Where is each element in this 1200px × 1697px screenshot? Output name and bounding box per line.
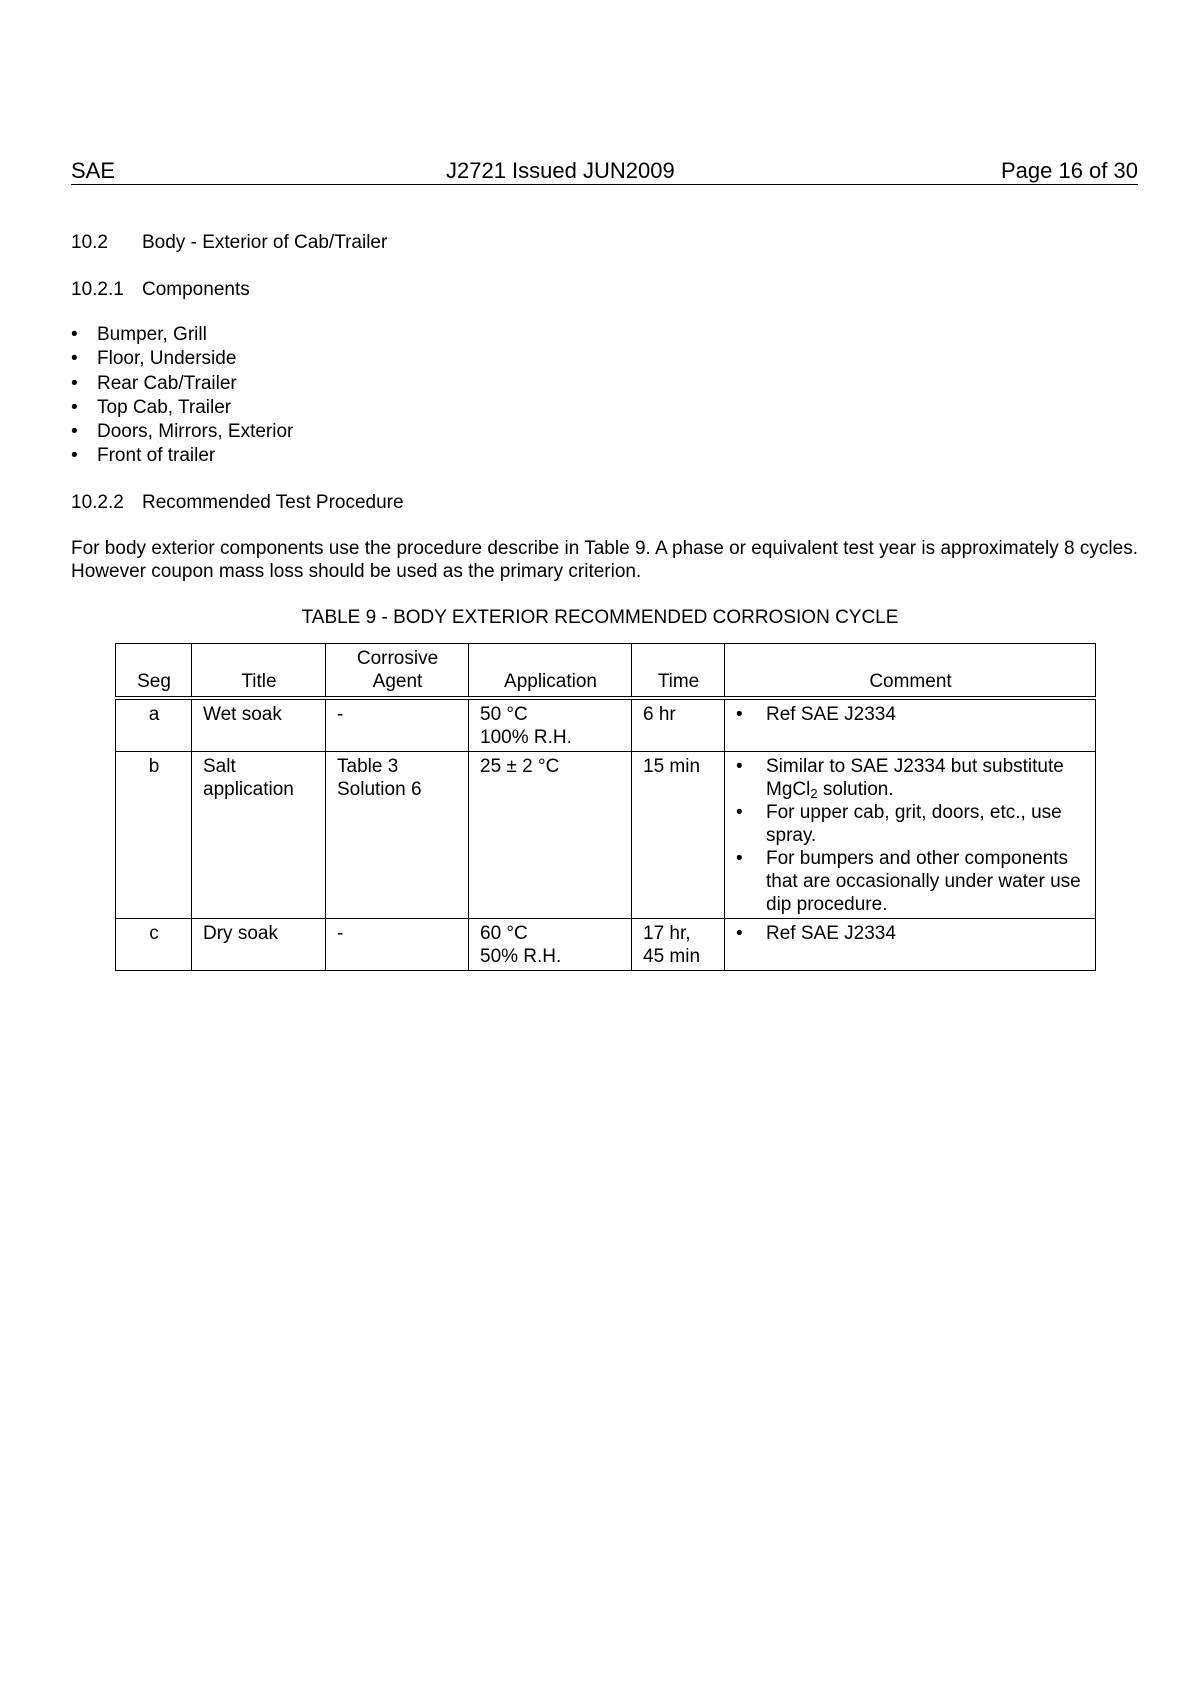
bullet-icon: • [71, 372, 78, 394]
list-item: • Bumper, Grill [71, 324, 207, 345]
section-title: Body - Exterior of Cab/Trailer [142, 232, 388, 253]
list-item: • For bumpers and other components that are occasionally under water use dip procedure. [736, 848, 1081, 915]
cell-title: Dry soak [192, 919, 326, 971]
list-item: • Front of trailer [71, 445, 216, 467]
list-item: • Ref SAE J2334 [736, 923, 896, 944]
column-header-title: Title [192, 644, 326, 699]
components-list [71, 323, 293, 469]
bullet-icon: • [71, 324, 78, 345]
bullet-icon: • [71, 348, 78, 370]
section-number: 10.2.1 [71, 279, 124, 300]
column-header-seg: Seg [116, 644, 192, 699]
cell-title: Wet soak [192, 698, 326, 752]
bullet-icon: • [71, 445, 78, 467]
section-number: 10.2.2 [71, 492, 124, 513]
cell-application: 50 °C 100% R.H. [469, 698, 632, 752]
section-title: Components [142, 279, 250, 300]
cell-seg: a [116, 698, 192, 752]
header-doc-id: J2721 Issued JUN2009 [446, 158, 675, 183]
section-heading-10-2-1 [71, 278, 250, 301]
cell-seg: c [116, 919, 192, 971]
list-item: • Doors, Mirrors, Exterior [71, 421, 294, 443]
section-heading-10-2 [71, 231, 387, 254]
cell-comment [725, 919, 1096, 971]
table-header-row [116, 644, 1096, 699]
page-header [71, 158, 1138, 185]
column-header-comment: Comment [725, 644, 1096, 699]
cell-time: 15 min [632, 752, 725, 919]
column-header-agent: Corrosive Agent [326, 644, 469, 699]
list-item: • Ref SAE J2334 [736, 704, 896, 725]
table-row [116, 919, 1096, 971]
cell-title: Salt application [192, 752, 326, 919]
list-item: • Top Cab, Trailer [71, 396, 232, 418]
table-title: TABLE 9 - BODY EXTERIOR RECOMMENDED CORROSION CYCLE [301, 607, 899, 628]
section-title: Recommended Test Procedure [142, 492, 404, 513]
bullet-icon: • [736, 704, 743, 725]
header-org: SAE [71, 158, 116, 183]
cell-application: 60 °C 50% R.H. [469, 919, 632, 971]
table-row [116, 698, 1096, 752]
section-number: 10.2 [71, 232, 108, 253]
cell-comment [725, 698, 1096, 752]
header-page-number: Page 16 of 30 [1000, 158, 1138, 183]
cell-agent: - [326, 919, 469, 971]
procedure-paragraph: For body exterior components use the procedure describe in Table 9. A phase or equivalent test year is approximately 8 cycles. However coupon mass loss should be used as the primary criterion. [71, 538, 1138, 582]
cell-agent: - [326, 698, 469, 752]
bullet-icon: • [71, 396, 78, 418]
bullet-icon: • [736, 848, 743, 869]
column-header-time: Time [632, 644, 725, 699]
column-header-application: Application [469, 644, 632, 699]
list-item: • For upper cab, grit, doors, etc., use spray. [736, 802, 1062, 846]
cell-time: 17 hr, 45 min [632, 919, 725, 971]
bullet-icon: • [736, 802, 743, 823]
list-item: • Floor, Underside [71, 348, 237, 370]
cell-time: 6 hr [632, 698, 725, 752]
list-item: • Rear Cab/Trailer [71, 372, 237, 394]
table-row [116, 752, 1096, 919]
bullet-icon: • [736, 923, 743, 944]
list-item: • Similar to SAE J2334 but substitute MgCl$_2$ solution. [736, 756, 1064, 801]
bullet-icon: • [736, 756, 743, 777]
cell-seg: b [116, 752, 192, 919]
bullet-icon: • [71, 421, 78, 443]
cell-comment [725, 752, 1096, 919]
corrosion-cycle-table [115, 643, 1096, 971]
section-heading-10-2-2 [71, 491, 404, 514]
cell-application: 25 ± 2 °C [469, 752, 632, 919]
cell-agent: Table 3 Solution 6 [326, 752, 469, 919]
